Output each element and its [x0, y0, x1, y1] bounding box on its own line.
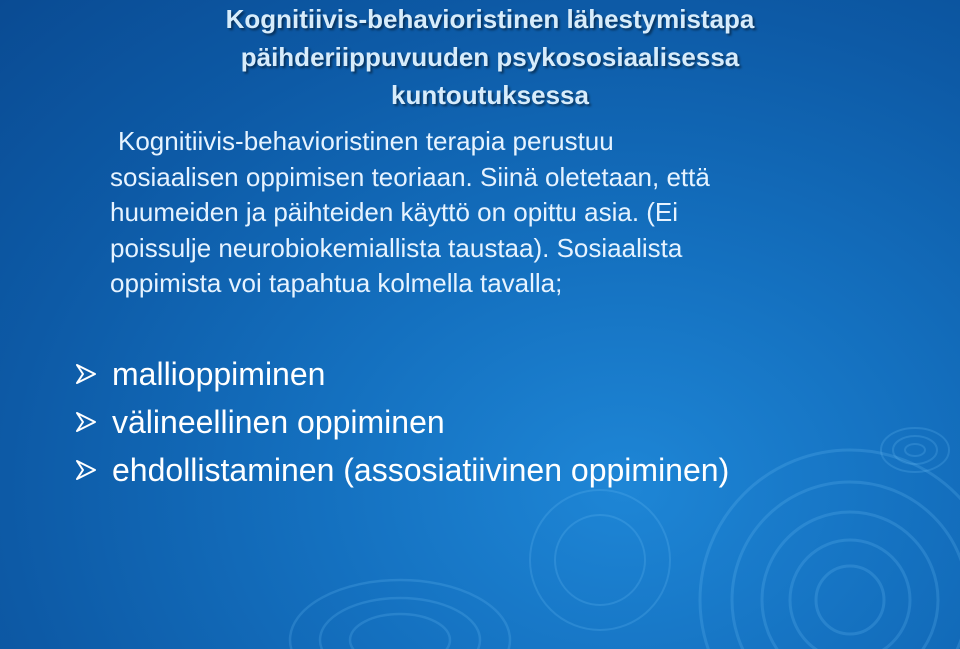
arrowhead-bullet-icon: [74, 363, 98, 385]
body-paragraph: [110, 124, 930, 302]
bullet-list: [74, 350, 729, 494]
bullet-text: ehdollistaminen (assosiatiivinen oppiminen): [112, 451, 730, 488]
title-line-3: kuntoutuksessa: [391, 80, 589, 110]
arrowhead-bullet-icon: [74, 411, 98, 433]
body-line-2: sosiaalisen oppimisen teoriaan. Siinä oletetaan, että: [110, 161, 710, 192]
bullet-item: [74, 350, 729, 398]
bullet-item: [74, 446, 729, 494]
body-line-1: Kognitiivis-behavioristinen terapia perustuu: [118, 126, 614, 156]
body-line-5: oppimista voi tapahtua kolmella tavalla;: [110, 268, 563, 298]
bullet-text: mallioppiminen: [112, 355, 326, 392]
arrowhead-bullet-icon: [74, 459, 98, 481]
title-line-1: Kognitiivis-behavioristinen lähestymistapa: [225, 4, 755, 34]
body-line-3: huumeiden ja päihteiden käyttö on opittu asia. (Ei: [110, 197, 679, 227]
slide-title: [80, 0, 900, 114]
body-line-4: poissulje neurobiokemiallista taustaa). Sosiaalista: [110, 232, 683, 263]
bullet-text: välineellinen oppiminen: [112, 403, 445, 440]
bullet-item: [74, 398, 729, 446]
title-line-2: päihderiippuvuuden psykososiaalisessa: [240, 42, 740, 72]
